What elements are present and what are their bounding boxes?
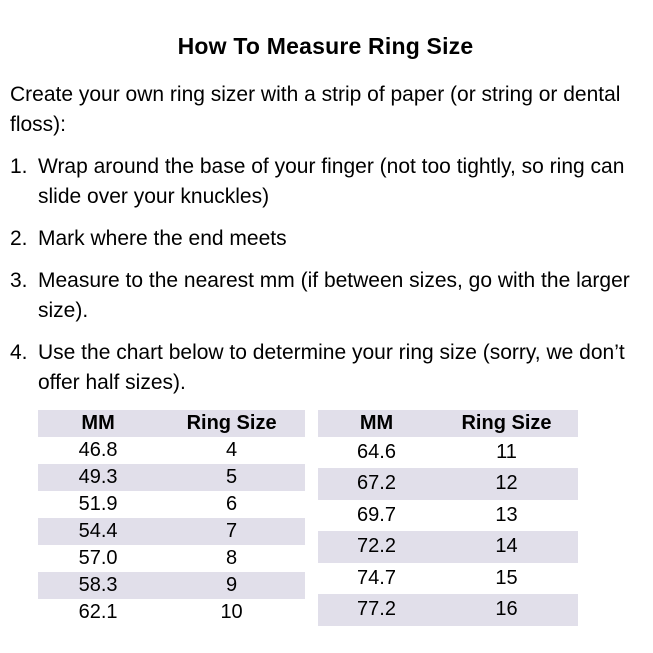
table-cell: 58.3 (78, 573, 118, 596)
table-row (318, 563, 578, 595)
table-row (38, 545, 305, 572)
table-header-row (38, 410, 305, 437)
intro-text: Create your own ring sizer with a strip of paper (or string or dental floss): (10, 82, 621, 136)
table-cell: 74.7 (357, 566, 396, 589)
table-cell: 16 (495, 598, 518, 621)
table-header-row (318, 410, 578, 437)
table-cell: 9 (226, 573, 238, 596)
table-cell: 10 (220, 600, 243, 623)
step-number: 4. (10, 340, 28, 364)
step-item (10, 152, 641, 212)
size-chart (38, 410, 641, 626)
table-cell: 77.2 (357, 598, 396, 621)
table-cell: 51.9 (78, 492, 118, 515)
steps-list (10, 152, 641, 398)
table-cell: 72.2 (357, 535, 396, 558)
step-number: 3. (10, 268, 28, 292)
table-row (318, 594, 578, 626)
step-item (10, 338, 641, 398)
step-number: 2. (10, 226, 28, 250)
table-row (318, 500, 578, 532)
table-cell: 67.2 (357, 472, 396, 495)
step-text: Measure to the nearest mm (if between sizes, go with the larger size). (38, 268, 630, 322)
step-item (10, 266, 641, 326)
table-row (38, 599, 305, 626)
table-row (318, 468, 578, 500)
table-row (38, 437, 305, 464)
table-row (38, 491, 305, 518)
step-item (10, 224, 641, 254)
page-title: How To Measure Ring Size (177, 33, 474, 59)
table-cell: 49.3 (78, 465, 118, 488)
table-cell: 13 (495, 503, 518, 526)
table-cell: 57.0 (78, 546, 118, 569)
table-cell: 8 (226, 546, 238, 569)
step-text: Mark where the end meets (38, 226, 287, 250)
table-cell: 7 (226, 519, 238, 542)
column-header: Ring Size (461, 411, 552, 434)
table-cell: 46.8 (78, 438, 118, 461)
table-row (38, 464, 305, 491)
table-cell: 12 (495, 472, 518, 495)
size-table-left (38, 410, 305, 626)
table-cell: 62.1 (78, 600, 118, 623)
table-row (38, 518, 305, 545)
table-row (318, 437, 578, 469)
step-text: Use the chart below to determine your ring size (sorry, we don’t offer half sizes). (38, 340, 625, 394)
step-number: 1. (10, 154, 28, 178)
table-row (38, 572, 305, 599)
table-cell: 69.7 (357, 503, 396, 526)
table-row (318, 531, 578, 563)
table-cell: 14 (495, 535, 518, 558)
table-cell: 6 (226, 492, 238, 515)
step-text: Wrap around the base of your finger (not too tightly, so ring can slide over your knuckles) (38, 154, 625, 208)
table-cell: 5 (226, 465, 238, 488)
column-header: MM (81, 411, 115, 434)
table-cell: 64.6 (357, 440, 396, 463)
column-header: Ring Size (186, 411, 277, 434)
table-cell: 54.4 (78, 519, 118, 542)
table-cell: 11 (496, 440, 517, 463)
column-header: MM (359, 411, 394, 434)
size-table-right (318, 410, 578, 626)
table-cell: 4 (226, 438, 238, 461)
table-cell: 15 (495, 566, 518, 589)
